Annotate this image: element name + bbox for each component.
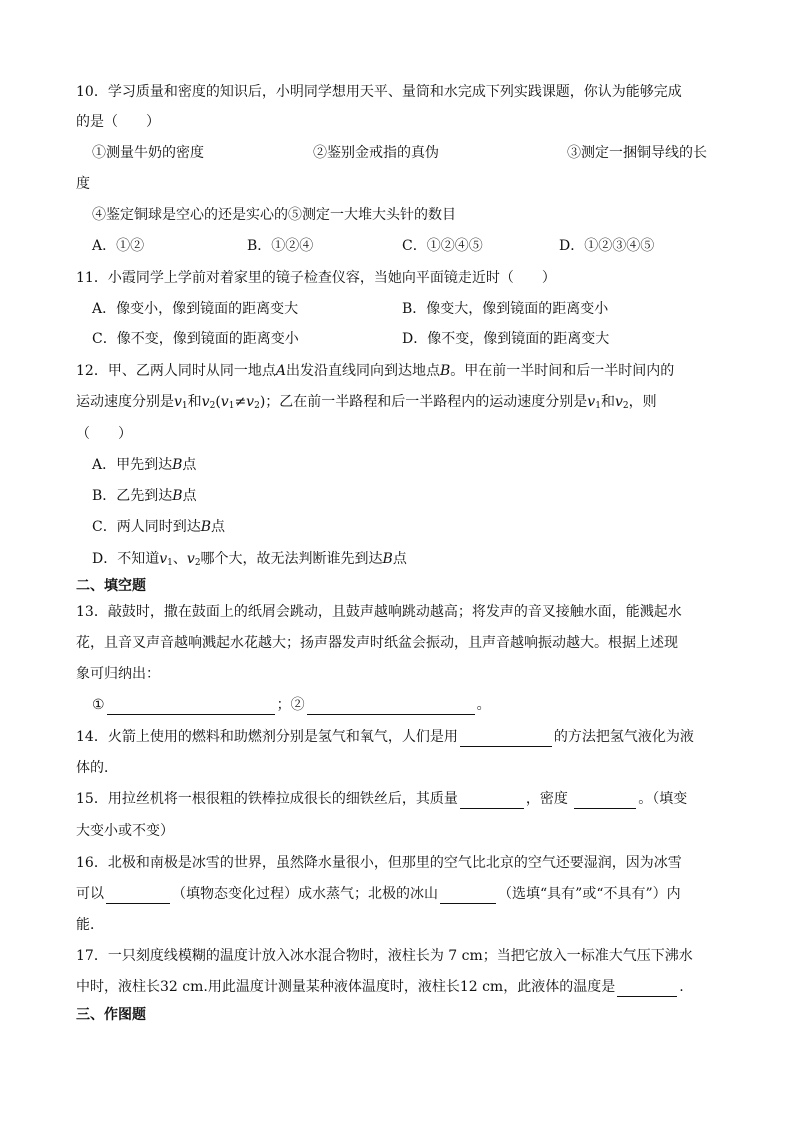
q15-stem-line1: 15．用拉丝机将一根很粗的铁棒拉成很长的细铁丝后，其质量 ，密度 。（填变	[76, 791, 688, 807]
q10-item-3-wrap: 度	[76, 176, 90, 192]
q17-stem-line2: 中时，液柱长32 cm.用此温度计测量某种液体温度时，液柱长12 cm，此液体的温度是 .	[76, 979, 684, 995]
q10-items-4-5: ④鉴定铜球是空心的还是实心的⑤测定一大堆大头针的数目	[92, 207, 456, 223]
q10-item-3: ③测定一捆铜导线的长	[567, 145, 707, 161]
q16-blank-2[interactable]	[440, 887, 496, 904]
q12-option-c[interactable]: C．两人同时到达B点	[92, 519, 226, 535]
q15-blank-density[interactable]	[574, 792, 636, 809]
q12-stem-line1: 12．甲、乙两人同时从同一地点A出发沿直线同向到达地点B。甲在前一半时间和后一半时间内的	[76, 363, 675, 379]
q10-stem-line2: 的是（ ）	[76, 114, 160, 130]
q13-stem-line3: 象可归纳出：	[76, 666, 160, 682]
q17-blank[interactable]	[617, 980, 677, 997]
q10-option-b[interactable]: B．①②④	[247, 238, 314, 254]
q11-option-d[interactable]: D．像不变，像到镜面的距离变大	[402, 331, 610, 347]
q15-blank-mass[interactable]	[460, 792, 524, 809]
q13-blank-1[interactable]	[107, 698, 275, 715]
q12-stem-line2: 运动速度分别是$v_1$和$v_2(v_1\ne v_2)$；乙在前一半路程和后一半路程内的运动速度分别是$v_1$和$v_2$，则	[76, 394, 657, 411]
q10-option-c[interactable]: C．①②④⑤	[402, 238, 483, 254]
q13-stem-line2: 花，且音叉声音越响溅起水花越大；扬声器发声时纸盆会振动，且声音越响振动越大。根据上述现	[76, 635, 678, 651]
q11-stem: 11．小霞同学上学前对着家里的镜子检查仪容，当她向平面镜走近时（ ）	[76, 270, 556, 286]
q10-item-1: ①测量牛奶的密度	[92, 145, 204, 161]
q11-option-a[interactable]: A．像变小，像到镜面的距离变大	[92, 301, 299, 317]
q15-stem-line2: 大变小或不变）	[76, 823, 174, 839]
q10-stem-line1: 10．学习质量和密度的知识后，小明同学想用天平、量筒和水完成下列实践课题，你认为能够完成	[76, 84, 682, 100]
q16-blank-1[interactable]	[106, 887, 170, 904]
q16-stem-line1: 16．北极和南极是冰雪的世界，虽然降水量很小，但那里的空气比北京的空气还要湿润，因为冰雪	[76, 855, 682, 871]
section-drawing-title: 三、作图题	[76, 1007, 146, 1023]
q12-option-d[interactable]: D．不知道$v_1$、$v_2$哪个大，故无法判断谁先到达B点	[92, 551, 407, 568]
q16-stem-line2: 可以 （填物态变化过程）成水蒸气；北极的冰山 （选填“具有”或“不具有”）内	[76, 886, 681, 902]
q10-item-2: ②鉴别金戒指的真伪	[313, 145, 439, 161]
section-fill-in-title: 二、填空题	[76, 578, 146, 594]
q13-blanks: ① ；② 。	[92, 697, 491, 713]
q11-option-b[interactable]: B．像变大，像到镜面的距离变小	[402, 301, 609, 317]
q12-option-b[interactable]: B．乙先到达B点	[92, 488, 197, 504]
q10-option-d[interactable]: D．①②③④⑤	[559, 238, 655, 254]
q12-stem-line3: （ ）	[76, 426, 132, 442]
q10-option-a[interactable]: A．①②	[92, 238, 145, 254]
q14-stem-line1: 14．火箭上使用的燃料和助燃剂分别是氢气和氧气，人们是用 的方法把氢气液化为液	[76, 729, 694, 745]
q14-stem-line2: 体的．	[76, 760, 118, 776]
q13-blank-2[interactable]	[307, 698, 475, 715]
q17-stem-line1: 17．一只刻度线模糊的温度计放入冰水混合物时，液柱长为 7 cm；当把它放入一标准大气压下沸水	[76, 948, 693, 964]
q16-stem-line3: 能．	[76, 917, 104, 933]
q11-option-c[interactable]: C．像不变，像到镜面的距离变小	[92, 331, 299, 347]
q14-blank[interactable]	[460, 730, 552, 747]
q13-stem-line1: 13．敲鼓时，撒在鼓面上的纸屑会跳动，且鼓声越响跳动越高；将发声的音叉接触水面，能溅起水	[76, 604, 682, 620]
q12-option-a[interactable]: A．甲先到达B点	[92, 457, 197, 473]
